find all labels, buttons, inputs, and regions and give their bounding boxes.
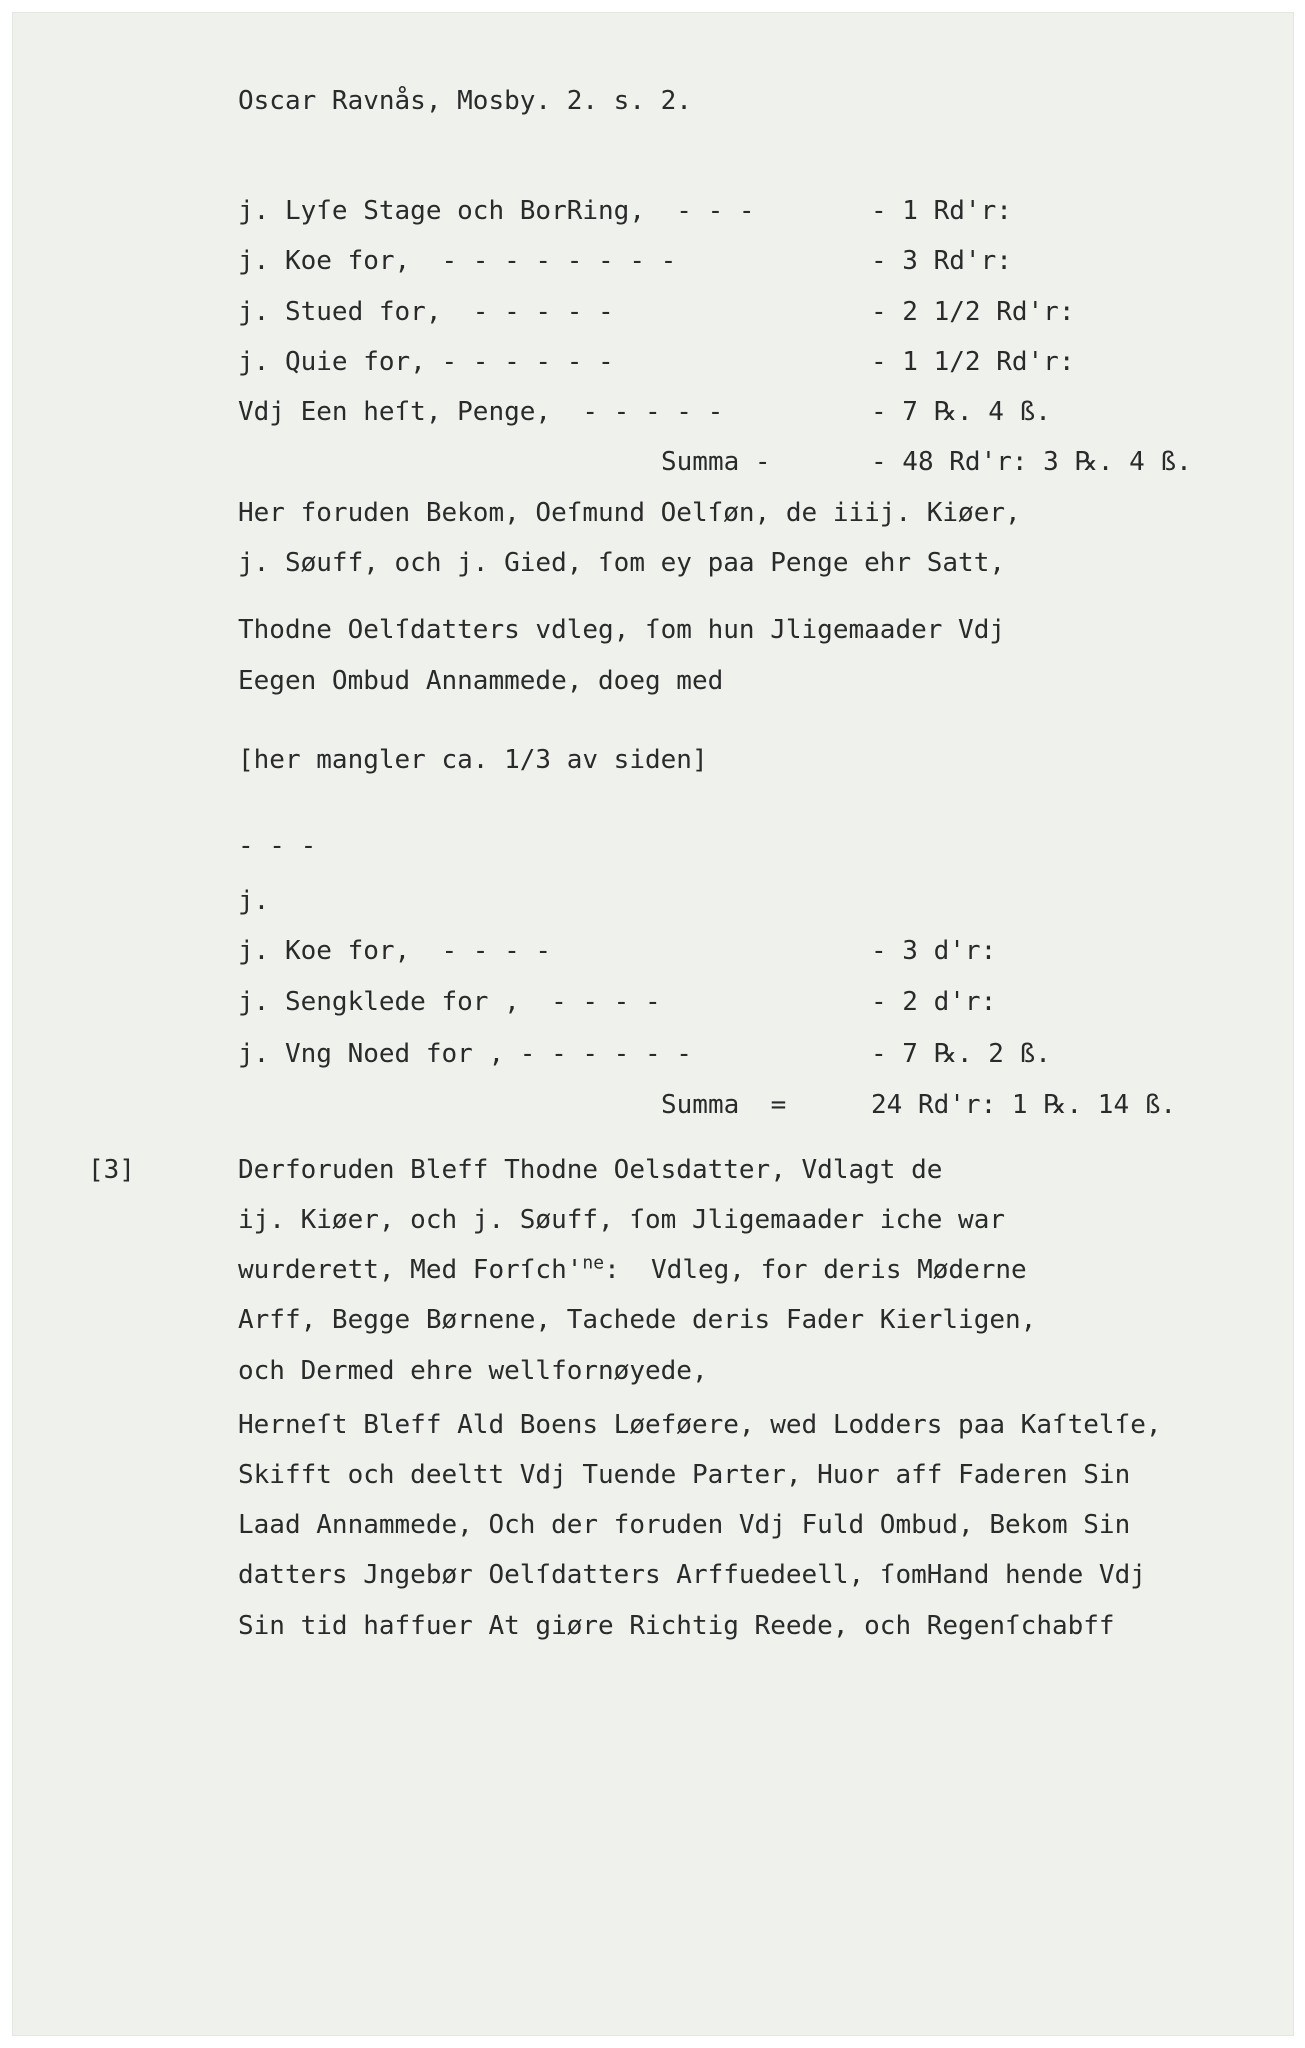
text-line: Her foruden Bekom, Oeſmund Oelſøn, de iiij. Kiøer,: [238, 498, 1021, 528]
text-line: Thodne Oelſdatters vdleg, ſom hun Jligemaader Vdj: [238, 615, 1006, 645]
text-segment: wurderett, Med Forſch': [238, 1255, 583, 1285]
list1-item: j. Stued for, - - - - -: [238, 297, 614, 327]
list1-item: Vdj Een heſt, Penge, - - - - -: [238, 397, 724, 427]
text-segment: : Vdleg, for deris Møderne: [604, 1255, 1027, 1285]
text-line: datters Jngebør Oelſdatters Arffuedeell, ſomHand hende Vdj: [238, 1560, 1146, 1590]
document-page: [12, 12, 1294, 2036]
list1-value: - 1 Rd'r:: [871, 196, 1012, 226]
text-line: ij. Kiøer, och j. Søuff, ſom Jligemaader iche war: [238, 1205, 1006, 1235]
text-line: Sin tid haffuer At giøre Richtig Reede, och Regenſchabff: [238, 1611, 1115, 1641]
text-line: [238, 1254, 1027, 1286]
list1-value: - 3 Rd'r:: [871, 246, 1012, 276]
list2-value: - 2 d'r:: [871, 987, 997, 1017]
page-heading: Oscar Ravnås, Mosby. 2. s. 2.: [238, 86, 692, 116]
summa-label: Summa -: [661, 447, 771, 477]
editor-note: [her mangler ca. 1/3 av siden]: [238, 745, 708, 775]
list1-item: j. Koe for, - - - - - - - -: [238, 246, 677, 276]
list1-value: - 2 1/2 Rd'r:: [871, 297, 1075, 327]
superscript: ne: [582, 1252, 605, 1274]
text-line: Arff, Begge Børnene, Tachede deris Fader Kierligen,: [238, 1305, 1037, 1335]
text-line: Eegen Ombud Annammede, doeg med: [238, 666, 724, 696]
text-line: Derforuden Bleff Thodne Oelsdatter, Vdlagt de: [238, 1155, 943, 1185]
list2-item: j. Sengklede for , - - - -: [238, 987, 661, 1017]
list2-item: j. Koe for, - - - -: [238, 936, 552, 966]
list2-item: j. Vng Noed for , - - - - - -: [238, 1039, 692, 1069]
text-line: Herneſt Bleff Ald Boens Løeføere, wed Lodders paa Kaſtelſe,: [238, 1410, 1162, 1440]
text-line: j. Søuff, och j. Gied, ſom ey paa Penge ehr Satt,: [238, 548, 1006, 578]
list1-value: - 1 1/2 Rd'r:: [871, 347, 1075, 377]
summa-value: 24 Rd'r: 1 ℞. 14 ß.: [871, 1090, 1177, 1120]
list1-item: j. Lyſe Stage och BorRing, - - -: [238, 196, 755, 226]
list2-value: - 3 d'r:: [871, 936, 997, 966]
margin-page-note: [3]: [88, 1155, 135, 1185]
list1-item: j. Quie for, - - - - - -: [238, 347, 614, 377]
list1-value: - 7 ℞. 4 ß.: [871, 397, 1051, 427]
summa-label: Summa =: [661, 1090, 787, 1120]
text-line: Skifft och deeltt Vdj Tuende Parter, Huor aff Faderen Sin: [238, 1460, 1131, 1490]
list2-value: - 7 ℞. 2 ß.: [871, 1039, 1051, 1069]
gap-mark: j.: [238, 886, 270, 916]
text-line: Laad Annammede, Och der foruden Vdj Fuld Ombud, Bekom Sin: [238, 1510, 1131, 1540]
text-line: och Dermed ehre wellfornøyede,: [238, 1356, 708, 1386]
gap-mark: - - -: [238, 831, 317, 861]
summa-value: - 48 Rd'r: 3 ℞. 4 ß.: [871, 447, 1192, 477]
